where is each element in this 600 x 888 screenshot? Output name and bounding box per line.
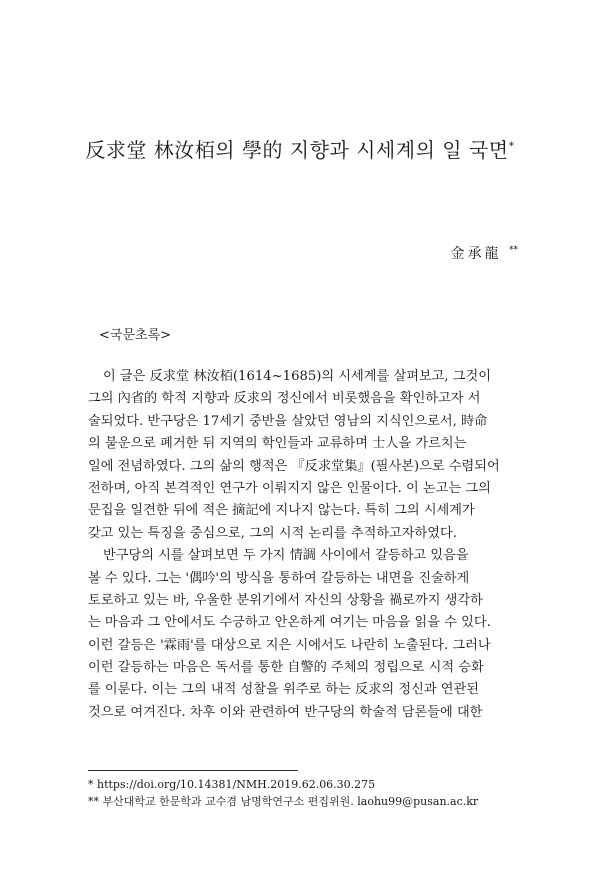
body-text-line: 그의 內省的 학적 지향과 反求의 정신에서 비롯했음을 확인하고자 서	[88, 391, 481, 407]
body-text-line: 문집을 일견한 뒤에 적은 摘記에 지나지 않는다. 특히 그의 시세계가	[88, 503, 475, 519]
paper-title	[0, 134, 600, 163]
body-text-line: 는 마음과 그 안에서도 수긍하고 안온하게 여기는 마음을 읽을 수 있다.	[88, 615, 491, 631]
author-name	[451, 243, 518, 263]
body-text-line: 갖고 있는 특징을 중심으로, 그의 시적 논리를 추적하고자하였다.	[88, 525, 457, 541]
body-text-line: 볼 수 있다. 그는 '偶吟'의 방식을 통하여 갈등하는 내면을 진술하게	[88, 570, 470, 586]
body-text-line: 반구당의 시를 살펴보면 두 가지 情調 사이에서 갈등하고 있음을	[103, 548, 469, 564]
body-text-line: 이런 갈등은 '霖雨'를 대상으로 지은 시에서도 나란히 노출된다. 그러나	[88, 637, 491, 653]
author-footnote-mark: **	[509, 245, 518, 256]
author-name-text: 金承龍	[450, 246, 502, 262]
body-text-line: 토로하고 있는 바, 우울한 분위기에서 자신의 상황을 禍로까지 생각하	[88, 592, 483, 608]
footnotes	[88, 776, 518, 810]
footnote-item: ** 부산대학교 한문학과 교수겸 남명학연구소 편집위원. laohu99@pusan.ac.kr	[88, 795, 479, 808]
body-text-line: 전하며, 아직 본격적인 연구가 이뤄지지 않은 인물이다. 이 논고는 그의	[88, 480, 491, 496]
paper-title-text: 反求堂 林汝栢의 學的 지향과 시세계의 일 국면	[85, 138, 509, 162]
footnote-item: * https://doi.org/10.14381/NMH.2019.62.06.30.275	[88, 778, 376, 791]
body-text-line: 이 글은 反求堂 林汝栢(1614~1685)의 시세계를 살펴보고, 그것이	[103, 369, 492, 384]
body-text-line: 의 불운으로 폐거한 뒤 지역의 학인들과 교류하며 士人을 가르치는	[88, 436, 467, 452]
body-text-line: 술되었다. 반구당은 17세기 중반을 살았던 영남의 지식인으로서, 時命	[88, 413, 488, 429]
body-text-line: 것으로 여겨진다. 차후 이와 관련하여 반구당의 학술적 담론들에 대한	[88, 704, 483, 720]
body-text-line: 이런 갈등하는 마음은 독서를 통한 自警的 주체의 정립으로 시적 승화	[88, 660, 484, 676]
abstract-body	[88, 366, 513, 724]
body-text-line: 일에 전념하였다. 그의 삶의 행적은 『反求堂集』(필사본)으로 수렴되어	[88, 458, 500, 474]
abstract-heading: <국문초록>	[99, 328, 172, 343]
title-footnote-mark: *	[508, 139, 515, 153]
footnote-divider	[88, 770, 298, 771]
body-text-line: 를 이룬다. 이는 그의 내적 성찰을 위주로 하는 反求의 정신과 연관된	[88, 682, 479, 698]
